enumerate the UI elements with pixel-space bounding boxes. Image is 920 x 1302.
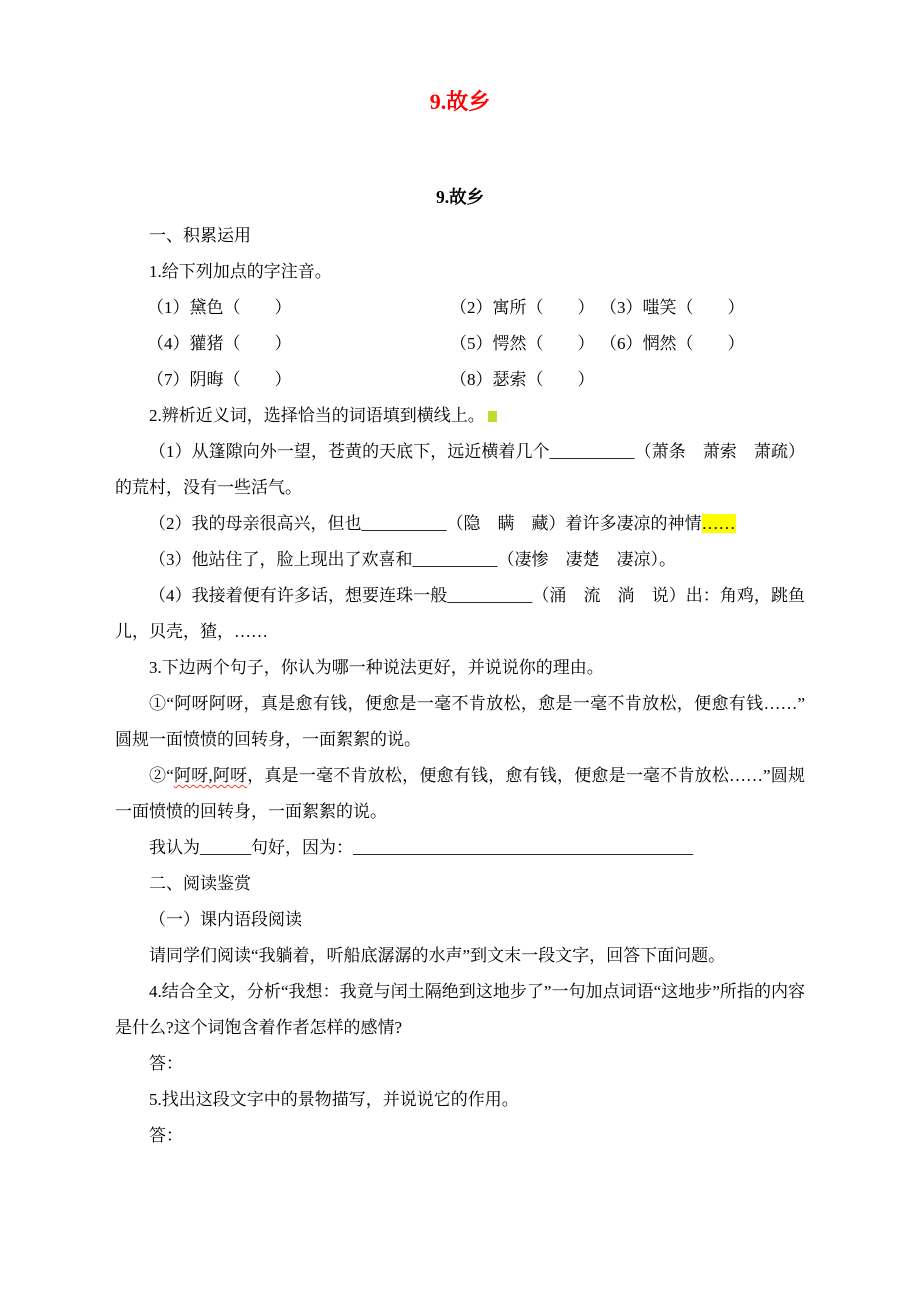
text-segment: 阿呀,阿呀 [173, 766, 248, 785]
question-3-option-2 [115, 758, 805, 830]
pinyin-item: （3）嗤笑（ ） [600, 298, 745, 317]
text-segment: （一）课内语段阅读 [149, 910, 302, 929]
section-2-subtitle [115, 902, 805, 938]
question-4 [115, 974, 805, 1046]
pinyin-item: （5）愕然（ ） [450, 334, 595, 353]
text-segment: ②“ [149, 766, 174, 785]
question-3-option-1 [115, 686, 805, 758]
question-4-answer [115, 1046, 805, 1082]
text-segment: （1）从篷隙向外一望，苍黄的天底下，远近横着几个__________（萧条 萧索 萧疏）的荒村，没有一些活气。 [115, 442, 805, 497]
question-3-answer-line [115, 830, 805, 866]
question-2-item-4 [115, 578, 805, 650]
text-segment: （2）我的母亲很高兴，但也__________（隐 瞒 藏）着许多凄凉的神情 [149, 514, 702, 533]
pinyin-row-3 [115, 362, 805, 398]
pinyin-item: （8）瑟索（ ） [450, 370, 595, 389]
worksheet-heading: 9.故乡 [435, 187, 485, 207]
pinyin-item: （4）獾猪（ ） [147, 334, 292, 353]
worksheet-body [115, 218, 805, 1154]
text-segment: 4.结合全文，分析“我想：我竟与闰土隔绝到这地步了”一句加点词语“这地步”所指的内容是什么?这个词饱含着作者怎样的感情? [115, 982, 805, 1037]
highlight-dot-icon [488, 411, 497, 422]
question-2-item-3 [115, 542, 805, 578]
reading-instruction [115, 938, 805, 974]
text-segment: ①“阿呀阿呀，真是愈有钱，便愈是一毫不肯放松，愈是一毫不肯放松，便愈有钱……”圆规一面愤愤的回转身，一面絮絮的说。 [115, 694, 805, 749]
question-5-answer [115, 1118, 805, 1154]
text-segment: 我认为______句好，因为：________________________________________ [149, 838, 693, 857]
pinyin-item: （2）寓所（ ） [450, 298, 595, 317]
section-2-title [115, 866, 805, 902]
text-segment: 2.辨析近义词，选择恰当的词语填到横线上。 [149, 406, 485, 425]
pinyin-item: （6）惘然（ ） [600, 334, 745, 353]
question-2-item-1 [115, 434, 805, 506]
text-segment: 答： [149, 1054, 183, 1073]
text-segment: （4）我接着便有许多话，想要连珠一般__________（涌 流 淌 说）出：角鸡，跳鱼儿，贝壳，猹，…… [115, 586, 805, 641]
text-segment: 答： [149, 1126, 183, 1145]
question-2 [115, 398, 805, 434]
text-segment: 请同学们阅读“我躺着，听船底潺潺的水声”到文末一段文字，回答下面问题。 [149, 946, 726, 965]
text-segment: 一、积累运用 [149, 226, 251, 245]
section-1-title [115, 218, 805, 254]
text-segment: 3.下边两个句子，你认为哪一种说法更好，并说说你的理由。 [149, 658, 604, 677]
pinyin-row-1 [115, 290, 805, 326]
pinyin-item: （1）黛色（ ） [147, 298, 292, 317]
question-1 [115, 254, 805, 290]
question-5 [115, 1082, 805, 1118]
pinyin-row-2 [115, 326, 805, 362]
question-3 [115, 650, 805, 686]
text-segment: （3）他站住了，脸上现出了欢喜和__________（凄惨 凄楚 凄凉）。 [149, 550, 676, 569]
text-segment: …… [701, 514, 736, 533]
text-segment: 5.找出这段文字中的景物描写，并说说它的作用。 [149, 1090, 519, 1109]
document-title: 9.故乡 [429, 89, 491, 114]
question-2-item-2 [115, 506, 805, 542]
text-segment: 二、阅读鉴赏 [149, 874, 251, 893]
text-segment: ，真是一毫不肯放松，便愈有钱，愈有钱，便愈是一毫不肯放松……”圆规一面愤愤的回转身，一面絮絮的说。 [115, 766, 806, 821]
pinyin-item: （7）阴晦（ ） [147, 370, 292, 389]
text-segment: 1.给下列加点的字注音。 [149, 262, 332, 281]
